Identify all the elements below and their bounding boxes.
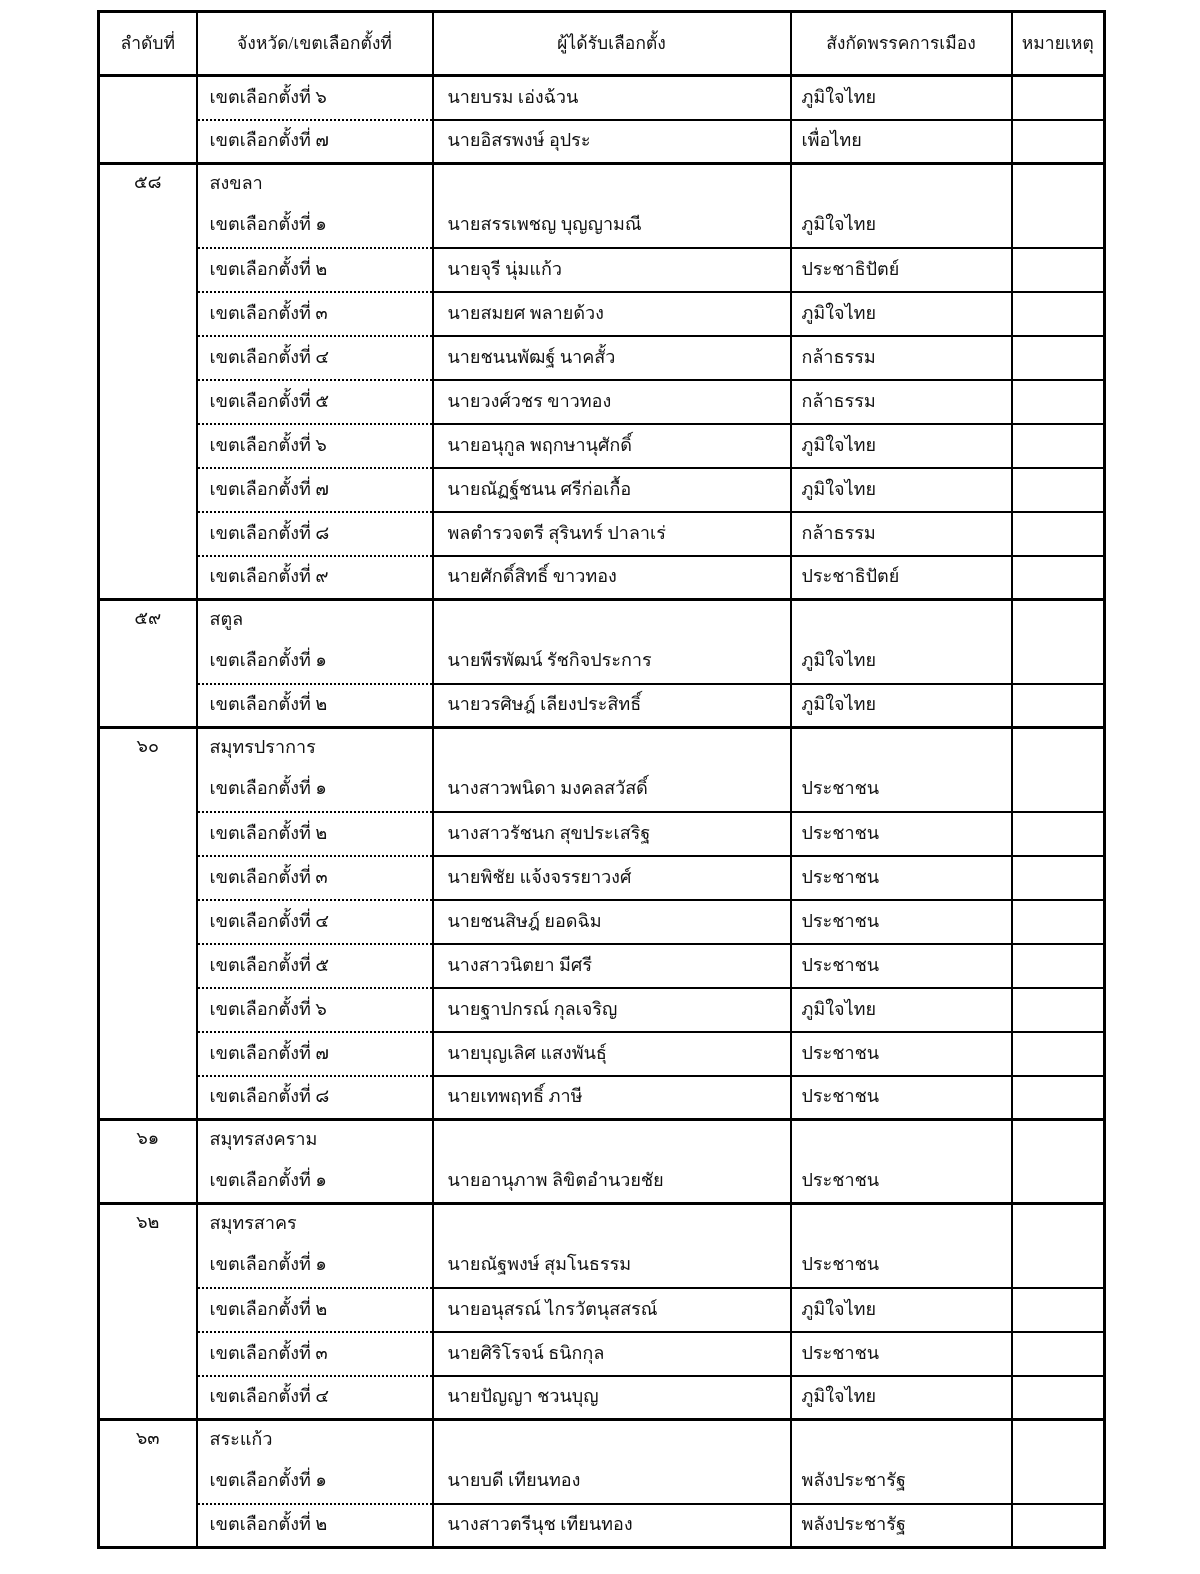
empty-cell: [791, 1120, 1012, 1160]
note-cell: [1012, 988, 1105, 1032]
district-row: [99, 856, 1105, 900]
empty-cell: [791, 600, 1012, 640]
district-label: เขตเลือกตั้งที่ ๖: [197, 988, 433, 1032]
district-label: เขตเลือกตั้งที่ ๓: [197, 856, 433, 900]
note-cell: [1012, 1160, 1105, 1204]
empty-cell: [433, 600, 791, 640]
note-cell: [1012, 1288, 1105, 1332]
note-cell: [1012, 1076, 1105, 1120]
header-remarks: หมายเหตุ: [1012, 12, 1105, 76]
party-name: ภูมิใจไทย: [791, 468, 1012, 512]
winner-name: นายสรรเพชญ บุญญามณี: [433, 204, 791, 248]
party-name: ภูมิใจไทย: [791, 424, 1012, 468]
district-label: เขตเลือกตั้งที่ ๖: [197, 76, 433, 120]
empty-cell: [1012, 164, 1105, 204]
district-row: [99, 640, 1105, 684]
winner-name: นายศิริโรจน์ ธนิกกุล: [433, 1332, 791, 1376]
order-number: ๖๓: [99, 1420, 197, 1548]
district-row: [99, 380, 1105, 424]
district-label: เขตเลือกตั้งที่ ๒: [197, 1504, 433, 1548]
district-row: [99, 468, 1105, 512]
province-name: สระแก้ว: [197, 1420, 433, 1460]
district-row: [99, 1076, 1105, 1120]
district-label: เขตเลือกตั้งที่ ๖: [197, 424, 433, 468]
party-name: ประชาชน: [791, 856, 1012, 900]
district-row: [99, 204, 1105, 248]
note-cell: [1012, 468, 1105, 512]
winner-name: นายพีรพัฒน์ รัชกิจประการ: [433, 640, 791, 684]
note-cell: [1012, 1376, 1105, 1420]
province-section-row: [99, 1420, 1105, 1460]
empty-cell: [1012, 1420, 1105, 1460]
empty-cell: [433, 1204, 791, 1244]
winner-name: นายวรศิษฎ์ เลียงประสิทธิ์: [433, 684, 791, 728]
district-label: เขตเลือกตั้งที่ ๕: [197, 380, 433, 424]
note-cell: [1012, 76, 1105, 120]
district-row: [99, 1160, 1105, 1204]
empty-cell: [791, 164, 1012, 204]
party-name: ประชาชน: [791, 900, 1012, 944]
party-name: ภูมิใจไทย: [791, 76, 1012, 120]
empty-cell: [433, 1120, 791, 1160]
note-cell: [1012, 1244, 1105, 1288]
province-section-row: [99, 164, 1105, 204]
winner-name: นายชนนพัฒฐ์ นาคสั้ว: [433, 336, 791, 380]
district-row: [99, 944, 1105, 988]
district-label: เขตเลือกตั้งที่ ๒: [197, 684, 433, 728]
district-row: [99, 248, 1105, 292]
winner-name: นางสาวพนิดา มงคลสวัสดิ์: [433, 768, 791, 812]
district-label: เขตเลือกตั้งที่ ๓: [197, 292, 433, 336]
winner-name: นายอิสรพงษ์ อุประ: [433, 120, 791, 164]
district-label: เขตเลือกตั้งที่ ๔: [197, 336, 433, 380]
province-section-row: [99, 1204, 1105, 1244]
winner-name: นายปัญญา ชวนบุญ: [433, 1376, 791, 1420]
empty-cell: [1012, 728, 1105, 768]
note-cell: [1012, 684, 1105, 728]
district-row: [99, 76, 1105, 120]
winner-name: นายอนุสรณ์ ไกรวัตนุสสรณ์: [433, 1288, 791, 1332]
district-row: [99, 120, 1105, 164]
winner-name: นายบดี เทียนทอง: [433, 1460, 791, 1504]
party-name: ภูมิใจไทย: [791, 684, 1012, 728]
district-label: เขตเลือกตั้งที่ ๓: [197, 1332, 433, 1376]
district-row: [99, 900, 1105, 944]
header-province-district: จังหวัด/เขตเลือกตั้งที่: [197, 12, 433, 76]
party-name: ประชาชน: [791, 1076, 1012, 1120]
party-name: ประชาชน: [791, 1332, 1012, 1376]
district-row: [99, 1332, 1105, 1376]
party-name: ประชาชน: [791, 1244, 1012, 1288]
note-cell: [1012, 640, 1105, 684]
note-cell: [1012, 944, 1105, 988]
district-label: เขตเลือกตั้งที่ ๑: [197, 768, 433, 812]
note-cell: [1012, 248, 1105, 292]
party-name: ภูมิใจไทย: [791, 988, 1012, 1032]
district-label: เขตเลือกตั้งที่ ๔: [197, 1376, 433, 1420]
empty-cell: [433, 1420, 791, 1460]
note-cell: [1012, 556, 1105, 600]
party-name: ภูมิใจไทย: [791, 292, 1012, 336]
district-label: เขตเลือกตั้งที่ ๑: [197, 204, 433, 248]
district-label: เขตเลือกตั้งที่ ๗: [197, 468, 433, 512]
district-row: [99, 336, 1105, 380]
district-label: เขตเลือกตั้งที่ ๑: [197, 1244, 433, 1288]
order-number: ๕๙: [99, 600, 197, 728]
winner-name: นายอนุกูล พฤกษานุศักดิ์: [433, 424, 791, 468]
district-row: [99, 1460, 1105, 1504]
province-name: สตูล: [197, 600, 433, 640]
winner-name: นายพิชัย แจ้งจรรยาวงศ์: [433, 856, 791, 900]
note-cell: [1012, 512, 1105, 556]
party-name: ภูมิใจไทย: [791, 204, 1012, 248]
district-row: [99, 684, 1105, 728]
order-number: ๖๐: [99, 728, 197, 1120]
district-row: [99, 1376, 1105, 1420]
party-name: พลังประชารัฐ: [791, 1460, 1012, 1504]
note-cell: [1012, 120, 1105, 164]
order-number: ๖๑: [99, 1120, 197, 1204]
district-row: [99, 768, 1105, 812]
district-row: [99, 988, 1105, 1032]
district-label: เขตเลือกตั้งที่ ๒: [197, 248, 433, 292]
province-section-row: [99, 1120, 1105, 1160]
party-name: กล้าธรรม: [791, 336, 1012, 380]
party-name: ประชาชน: [791, 944, 1012, 988]
party-name: ประชาชน: [791, 768, 1012, 812]
winner-name: นางสาวนิตยา มีศรี: [433, 944, 791, 988]
province-section-row: [99, 600, 1105, 640]
empty-cell: [791, 1420, 1012, 1460]
winner-name: นายณัฐพงษ์ สุมโนธรรม: [433, 1244, 791, 1288]
note-cell: [1012, 768, 1105, 812]
winner-name: นายเทพฤทธิ์ ภาษี: [433, 1076, 791, 1120]
order-number: [99, 76, 197, 164]
empty-cell: [1012, 600, 1105, 640]
empty-cell: [1012, 1120, 1105, 1160]
party-name: กล้าธรรม: [791, 512, 1012, 556]
district-row: [99, 556, 1105, 600]
district-label: เขตเลือกตั้งที่ ๒: [197, 812, 433, 856]
province-name: สมุทรสาคร: [197, 1204, 433, 1244]
district-label: เขตเลือกตั้งที่ ๘: [197, 512, 433, 556]
note-cell: [1012, 336, 1105, 380]
district-label: เขตเลือกตั้งที่ ๑: [197, 1160, 433, 1204]
note-cell: [1012, 856, 1105, 900]
winner-name: นายณัฏฐ์ชนน ศรีก่อเกื้อ: [433, 468, 791, 512]
note-cell: [1012, 424, 1105, 468]
empty-cell: [791, 1204, 1012, 1244]
district-row: [99, 1244, 1105, 1288]
party-name: ภูมิใจไทย: [791, 640, 1012, 684]
district-label: เขตเลือกตั้งที่ ๑: [197, 1460, 433, 1504]
winner-name: พลตำรวจตรี สุรินทร์ ปาลาเร่: [433, 512, 791, 556]
winner-name: นางสาวรัชนก สุขประเสริฐ: [433, 812, 791, 856]
note-cell: [1012, 1460, 1105, 1504]
party-name: ภูมิใจไทย: [791, 1288, 1012, 1332]
header-order-number: ลำดับที่: [99, 12, 197, 76]
party-name: ประชาธิปัตย์: [791, 556, 1012, 600]
district-label: เขตเลือกตั้งที่ ๕: [197, 944, 433, 988]
party-name: ประชาชน: [791, 1160, 1012, 1204]
note-cell: [1012, 900, 1105, 944]
table-body: [99, 76, 1105, 1548]
province-name: สงขลา: [197, 164, 433, 204]
empty-cell: [433, 164, 791, 204]
header-elected-person: ผู้ได้รับเลือกตั้ง: [433, 12, 791, 76]
district-row: [99, 424, 1105, 468]
district-row: [99, 512, 1105, 556]
party-name: เพื่อไทย: [791, 120, 1012, 164]
party-name: กล้าธรรม: [791, 380, 1012, 424]
district-row: [99, 1032, 1105, 1076]
note-cell: [1012, 292, 1105, 336]
party-name: ประชาชน: [791, 812, 1012, 856]
empty-cell: [433, 728, 791, 768]
table-header-row: [99, 12, 1105, 76]
winner-name: นายชนสิษฎ์ ยอดฉิม: [433, 900, 791, 944]
district-label: เขตเลือกตั้งที่ ๗: [197, 1032, 433, 1076]
order-number: ๕๘: [99, 164, 197, 600]
province-name: สมุทรปราการ: [197, 728, 433, 768]
header-party-affiliation: สังกัดพรรคการเมือง: [791, 12, 1012, 76]
note-cell: [1012, 1504, 1105, 1548]
district-row: [99, 1288, 1105, 1332]
district-row: [99, 292, 1105, 336]
party-name: ประชาธิปัตย์: [791, 248, 1012, 292]
district-label: เขตเลือกตั้งที่ ๒: [197, 1288, 433, 1332]
winner-name: นายจุรี นุ่มแก้ว: [433, 248, 791, 292]
district-label: เขตเลือกตั้งที่ ๑: [197, 640, 433, 684]
winner-name: นายบุญเลิศ แสงพันธุ์: [433, 1032, 791, 1076]
district-row: [99, 1504, 1105, 1548]
note-cell: [1012, 380, 1105, 424]
election-results-table: [97, 10, 1106, 1549]
empty-cell: [791, 728, 1012, 768]
district-label: เขตเลือกตั้งที่ ๙: [197, 556, 433, 600]
party-name: พลังประชารัฐ: [791, 1504, 1012, 1548]
winner-name: นางสาวตรีนุช เทียนทอง: [433, 1504, 791, 1548]
district-label: เขตเลือกตั้งที่ ๘: [197, 1076, 433, 1120]
district-label: เขตเลือกตั้งที่ ๗: [197, 120, 433, 164]
note-cell: [1012, 1332, 1105, 1376]
winner-name: นายสมยศ พลายด้วง: [433, 292, 791, 336]
winner-name: นายฐาปกรณ์ กุลเจริญ: [433, 988, 791, 1032]
note-cell: [1012, 1032, 1105, 1076]
party-name: ภูมิใจไทย: [791, 1376, 1012, 1420]
empty-cell: [1012, 1204, 1105, 1244]
order-number: ๖๒: [99, 1204, 197, 1420]
party-name: ประชาชน: [791, 1032, 1012, 1076]
note-cell: [1012, 812, 1105, 856]
winner-name: นายศักดิ์สิทธิ์ ขาวทอง: [433, 556, 791, 600]
district-label: เขตเลือกตั้งที่ ๔: [197, 900, 433, 944]
province-section-row: [99, 728, 1105, 768]
winner-name: นายบรม เอ่งฉ้วน: [433, 76, 791, 120]
winner-name: นายอานุภาพ ลิขิตอำนวยชัย: [433, 1160, 791, 1204]
province-name: สมุทรสงคราม: [197, 1120, 433, 1160]
note-cell: [1012, 204, 1105, 248]
winner-name: นายวงศ์วชร ขาวทอง: [433, 380, 791, 424]
district-row: [99, 812, 1105, 856]
